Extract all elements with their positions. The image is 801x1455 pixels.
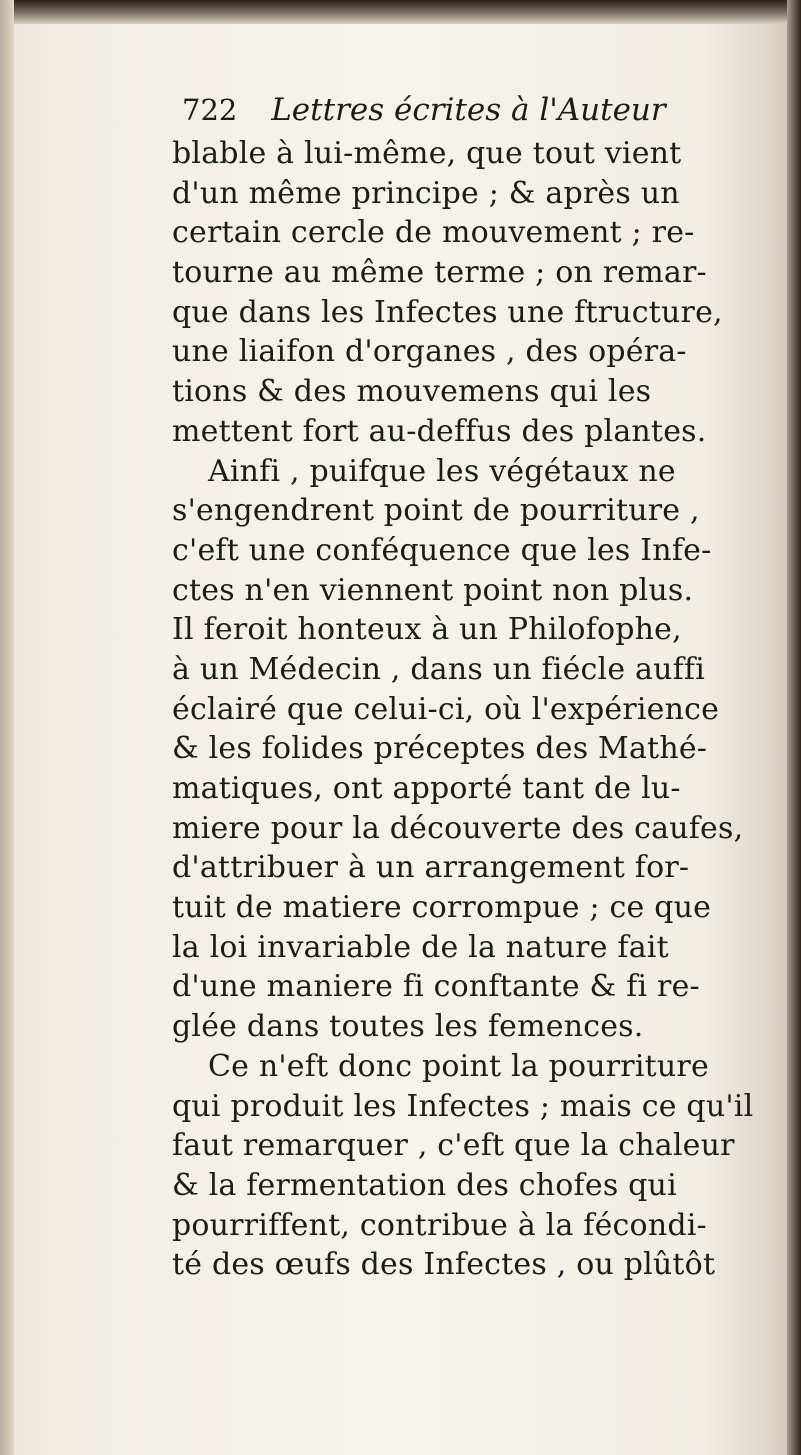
text-line: & la fermentation des chofes qui bbox=[172, 1167, 677, 1203]
paragraph-start-line: Ce n'eft donc point la pourriture bbox=[208, 1048, 709, 1084]
text-line: une liaifon d'organes , des opéra- bbox=[172, 334, 687, 370]
text-line: certain cercle de mouvement ; re- bbox=[172, 215, 695, 251]
text-line: pourriffent, contribue à la fécondi- bbox=[172, 1207, 707, 1243]
text-line: d'une maniere fi conftante & fi re- bbox=[172, 969, 700, 1005]
text-line: à un Médecin , dans un fiécle auffi bbox=[172, 651, 706, 687]
text-line: tuit de matiere corrompue ; ce que bbox=[172, 890, 712, 926]
page-top-edge bbox=[0, 0, 801, 24]
text-line: c'eft une conféquence que les Infe- bbox=[172, 532, 712, 568]
text-line: tions & des mouvemens qui les bbox=[172, 374, 652, 410]
text-line: miere pour la découverte des caufes, bbox=[172, 810, 744, 846]
text-line: la loi invariable de la nature fait bbox=[172, 929, 669, 965]
text-line: d'un même principe ; & après un bbox=[172, 175, 680, 211]
text-line: d'attribuer à un arrangement for- bbox=[172, 850, 690, 886]
text-line: éclairé que celui-ci, où l'expérience bbox=[172, 691, 720, 727]
text-line: faut remarquer , c'eft que la chaleur bbox=[172, 1128, 735, 1164]
page-number: 722 bbox=[182, 93, 238, 127]
text-line: & les folides préceptes des Mathé- bbox=[172, 731, 708, 767]
text-line: s'engendrent point de pourriture , bbox=[172, 493, 700, 529]
text-line: blable à lui-même, que tout vient bbox=[172, 136, 682, 171]
text-line: que dans les Infectes une ftructure, bbox=[172, 294, 723, 330]
text-line: ctes n'en viennent point non plus. bbox=[172, 572, 694, 608]
page-header bbox=[182, 86, 772, 134]
page-right-edge bbox=[787, 0, 801, 1455]
text-line: tourne au même terme ; on remar- bbox=[172, 255, 707, 291]
text-line: té des œufs des Infectes , ou plûtôt bbox=[172, 1247, 716, 1283]
text-line: mettent fort au-deffus des plantes. bbox=[172, 413, 707, 449]
text-line: Il feroit honteux à un Philofophe, bbox=[172, 612, 682, 648]
running-title: Lettres écrites à l'Auteur bbox=[271, 92, 666, 128]
text-line: matiques, ont apporté tant de lu- bbox=[172, 771, 681, 806]
page-left-edge bbox=[0, 0, 14, 1455]
text-line: glée dans toutes les femences. bbox=[172, 1009, 644, 1045]
paragraph-start-line: Ainfi , puifque les végétaux ne bbox=[208, 453, 676, 489]
page-text bbox=[172, 86, 772, 1285]
text-line: qui produit les Infectes ; mais ce qu'il bbox=[172, 1088, 754, 1124]
